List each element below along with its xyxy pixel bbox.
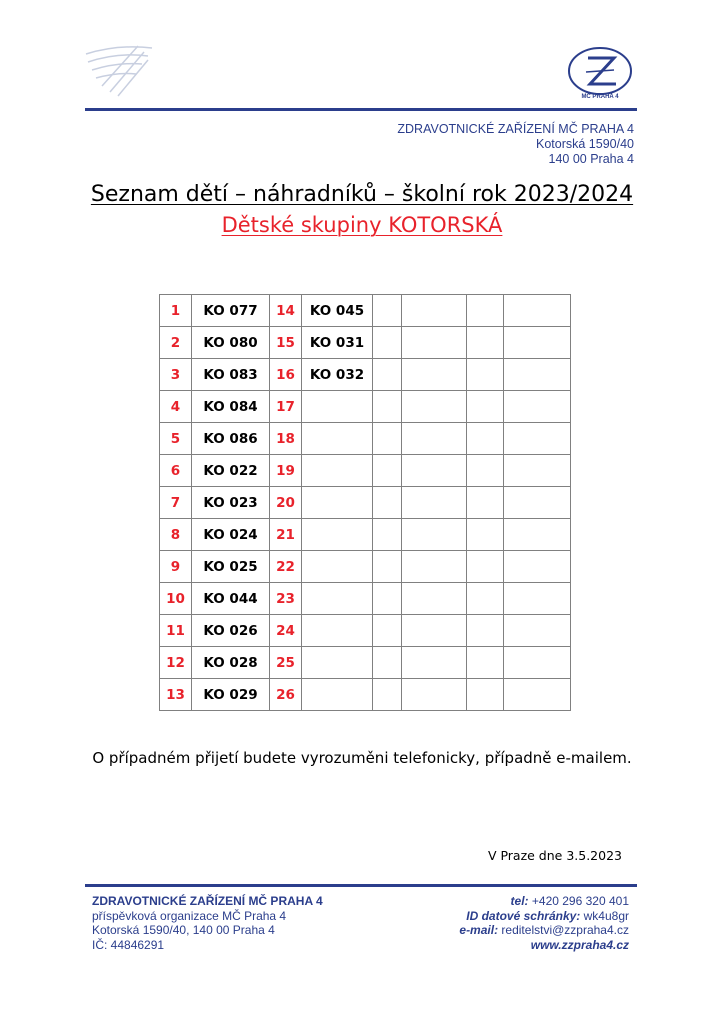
- empty-cell: [504, 295, 571, 327]
- page-subtitle: Dětské skupiny KOTORSKÁ: [221, 213, 503, 237]
- empty-cell: [402, 295, 467, 327]
- footer-right: [459, 894, 629, 952]
- empty-cell: [504, 423, 571, 455]
- empty-cell: [504, 455, 571, 487]
- empty-cell: [467, 519, 504, 551]
- child-code: [302, 487, 373, 519]
- empty-cell: [402, 679, 467, 711]
- empty-cell: [504, 679, 571, 711]
- row-number: 25: [270, 647, 302, 679]
- empty-cell: [467, 423, 504, 455]
- ds-label: ID datové schránky:: [466, 908, 581, 923]
- row-number: 11: [160, 615, 192, 647]
- empty-cell: [467, 487, 504, 519]
- empty-cell: [373, 679, 402, 711]
- row-number: 2: [160, 327, 192, 359]
- footer-org-type: příspěvková organizace MČ Praha 4: [92, 908, 287, 923]
- row-number: 15: [270, 327, 302, 359]
- child-code: KO 025: [192, 551, 270, 583]
- row-number: 4: [160, 391, 192, 423]
- empty-cell: [373, 327, 402, 359]
- child-code: KO 032: [302, 359, 373, 391]
- row-number: 16: [270, 359, 302, 391]
- table-row: [160, 679, 571, 711]
- empty-cell: [373, 487, 402, 519]
- email-link[interactable]: reditelstvi@zzpraha4.cz: [501, 923, 629, 937]
- child-code: KO 024: [192, 519, 270, 551]
- row-number: 21: [270, 519, 302, 551]
- empty-cell: [402, 487, 467, 519]
- child-code: [302, 583, 373, 615]
- footer-rule: [85, 884, 637, 887]
- empty-cell: [504, 647, 571, 679]
- empty-cell: [402, 423, 467, 455]
- child-code: KO 023: [192, 487, 270, 519]
- empty-cell: [504, 583, 571, 615]
- table-row: [160, 359, 571, 391]
- empty-cell: [467, 615, 504, 647]
- email-label: e-mail:: [459, 923, 499, 937]
- child-code: KO 026: [192, 615, 270, 647]
- footer-ico: IČ: 44846291: [92, 937, 165, 952]
- mc-praha4-logo: [566, 46, 634, 100]
- row-number: 6: [160, 455, 192, 487]
- row-number: 18: [270, 423, 302, 455]
- table-row: [160, 423, 571, 455]
- footer-org-name: ZDRAVOTNICKÉ ZAŘÍZENÍ MČ PRAHA 4: [92, 894, 323, 908]
- row-number: 12: [160, 647, 192, 679]
- row-number: 23: [270, 583, 302, 615]
- empty-cell: [504, 519, 571, 551]
- empty-cell: [402, 391, 467, 423]
- child-code: [302, 519, 373, 551]
- empty-cell: [402, 615, 467, 647]
- row-number: 9: [160, 551, 192, 583]
- empty-cell: [467, 327, 504, 359]
- empty-cell: [373, 647, 402, 679]
- table-row: [160, 295, 571, 327]
- empty-cell: [373, 359, 402, 391]
- empty-cell: [402, 583, 467, 615]
- empty-cell: [504, 327, 571, 359]
- empty-cell: [402, 359, 467, 391]
- child-code: [302, 551, 373, 583]
- empty-cell: [402, 519, 467, 551]
- date-line: V Praze dne 3.5.2023: [487, 848, 622, 863]
- child-code: KO 031: [302, 327, 373, 359]
- tel-value[interactable]: +420 296 320 401: [531, 894, 629, 908]
- website-link[interactable]: www.zzpraha4.cz: [530, 937, 629, 952]
- row-number: 22: [270, 551, 302, 583]
- page-title: Seznam dětí – náhradníků – školní rok 2023/2024: [90, 182, 634, 207]
- substitutes-table: [159, 294, 571, 711]
- child-code: KO 029: [192, 679, 270, 711]
- empty-cell: [504, 391, 571, 423]
- row-number: 13: [160, 679, 192, 711]
- empty-cell: [402, 455, 467, 487]
- child-code: [302, 423, 373, 455]
- row-number: 26: [270, 679, 302, 711]
- footer-left: [92, 894, 323, 952]
- child-code: [302, 679, 373, 711]
- ds-value: wk4u8gr: [583, 908, 629, 923]
- row-number: 10: [160, 583, 192, 615]
- child-code: KO 077: [192, 295, 270, 327]
- child-code: KO 086: [192, 423, 270, 455]
- watermark-graphic: [82, 40, 154, 98]
- empty-cell: [467, 647, 504, 679]
- empty-cell: [373, 295, 402, 327]
- child-code: KO 084: [192, 391, 270, 423]
- row-number: 7: [160, 487, 192, 519]
- empty-cell: [373, 615, 402, 647]
- row-number: 17: [270, 391, 302, 423]
- empty-cell: [504, 359, 571, 391]
- child-code: KO 045: [302, 295, 373, 327]
- empty-cell: [402, 551, 467, 583]
- child-code: [302, 455, 373, 487]
- header-street: Kotorská 1590/40: [536, 137, 634, 151]
- header-org-name: ZDRAVOTNICKÉ ZAŘÍZENÍ MČ PRAHA 4: [397, 122, 634, 136]
- empty-cell: [373, 423, 402, 455]
- empty-cell: [504, 615, 571, 647]
- empty-cell: [467, 583, 504, 615]
- empty-cell: [467, 551, 504, 583]
- row-number: 20: [270, 487, 302, 519]
- empty-cell: [504, 551, 571, 583]
- child-code: [302, 391, 373, 423]
- child-code: KO 028: [192, 647, 270, 679]
- footer-address: Kotorská 1590/40, 140 00 Praha 4: [92, 923, 275, 937]
- table-row: [160, 327, 571, 359]
- child-code: [302, 647, 373, 679]
- table-row: [160, 487, 571, 519]
- table-row: [160, 391, 571, 423]
- row-number: 5: [160, 423, 192, 455]
- empty-cell: [504, 487, 571, 519]
- empty-cell: [373, 455, 402, 487]
- table-row: [160, 455, 571, 487]
- row-number: 24: [270, 615, 302, 647]
- row-number: 1: [160, 295, 192, 327]
- table-row: [160, 551, 571, 583]
- notice-text: O případném přijetí budete vyrozuměni telefonicky, případně e-mailem.: [92, 749, 632, 767]
- empty-cell: [467, 295, 504, 327]
- empty-cell: [467, 391, 504, 423]
- empty-cell: [467, 359, 504, 391]
- row-number: 8: [160, 519, 192, 551]
- child-code: KO 083: [192, 359, 270, 391]
- empty-cell: [373, 391, 402, 423]
- empty-cell: [373, 551, 402, 583]
- table-row: [160, 647, 571, 679]
- row-number: 3: [160, 359, 192, 391]
- empty-cell: [467, 455, 504, 487]
- child-code: KO 080: [192, 327, 270, 359]
- logo-text: MČ PRAHA 4: [581, 94, 619, 100]
- child-code: [302, 615, 373, 647]
- tel-label: tel:: [510, 894, 529, 908]
- header-address: [397, 122, 634, 167]
- header-city: 140 00 Praha 4: [548, 152, 634, 166]
- empty-cell: [373, 519, 402, 551]
- table-row: [160, 519, 571, 551]
- child-code: KO 022: [192, 455, 270, 487]
- table-row: [160, 583, 571, 615]
- row-number: 19: [270, 455, 302, 487]
- header-rule: [85, 108, 637, 111]
- child-code: KO 044: [192, 583, 270, 615]
- empty-cell: [402, 647, 467, 679]
- empty-cell: [467, 679, 504, 711]
- empty-cell: [402, 327, 467, 359]
- row-number: 14: [270, 295, 302, 327]
- table-row: [160, 615, 571, 647]
- empty-cell: [373, 583, 402, 615]
